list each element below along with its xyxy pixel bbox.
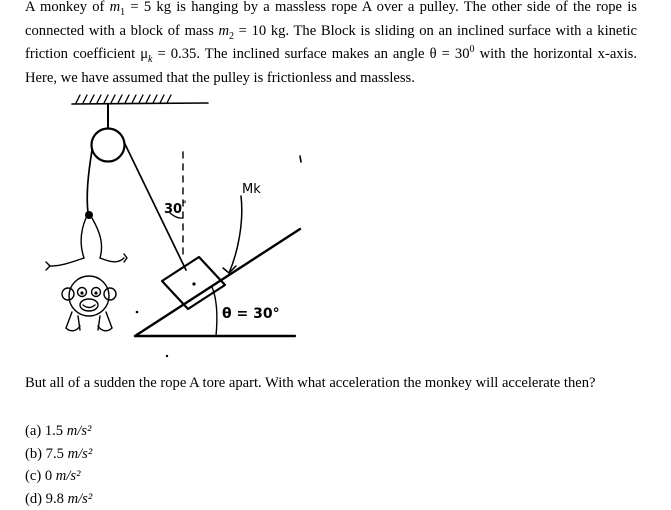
mass-2-subscript: 2 [229,30,234,41]
rope-a [87,150,92,213]
stray-dot [136,311,139,314]
block-center-dot [192,282,195,285]
mu-symbol: μ [140,46,148,62]
incline-angle-label: θ = 30° [222,306,280,322]
question-text: But all of a sudden the rope A tore apart. With what acceleration the monkey will accelerate then? [25,372,637,396]
mu-subscript: k [148,54,152,65]
text-run: = 5 kg is hanging by a massless rope A over a pulley. The other side of the rope is connected with a block of mass [25,0,637,39]
option-unit: m/s² [56,468,81,484]
degree-superscript: 0 [470,44,475,55]
text-run: A monkey of [25,0,110,15]
option-a[interactable] [25,420,92,443]
option-unit: m/s² [68,491,93,507]
mass-2-symbol: m [218,23,229,39]
incline-angle-arc [212,287,217,336]
monkey-icon [46,211,127,331]
stray-mark [300,156,301,162]
option-unit: m/s² [68,446,93,462]
answer-options [25,420,92,510]
pulley-wheel [92,129,125,162]
stray-dot [166,355,168,357]
option-label: (a) 1.5 [25,423,67,439]
mass-1-symbol: m [110,0,121,15]
friction-coefficient-label: Mk [242,182,261,197]
option-b[interactable] [25,443,92,466]
option-c[interactable] [25,465,92,488]
ceiling-line [72,103,208,104]
option-label: (b) 7.5 [25,446,68,462]
text-run: = 10 kg. The Block is sliding on an inclined surface with a kinetic friction coefficient [25,23,637,63]
friction-pointer-line [229,196,242,273]
text-run: = 0.35. The inclined surface makes an angle θ = 30 [152,46,469,62]
option-label: (d) 9.8 [25,491,68,507]
option-unit: m/s² [67,423,92,439]
text-run: with the horizontal x-axis. Here, we have assumed that the pulley is frictionless and massless. [25,46,637,86]
ceiling-hatching [76,95,171,103]
rope-angle-label: 30° [164,200,187,217]
option-label: (c) 0 [25,468,56,484]
mass-1-subscript: 1 [120,7,125,18]
